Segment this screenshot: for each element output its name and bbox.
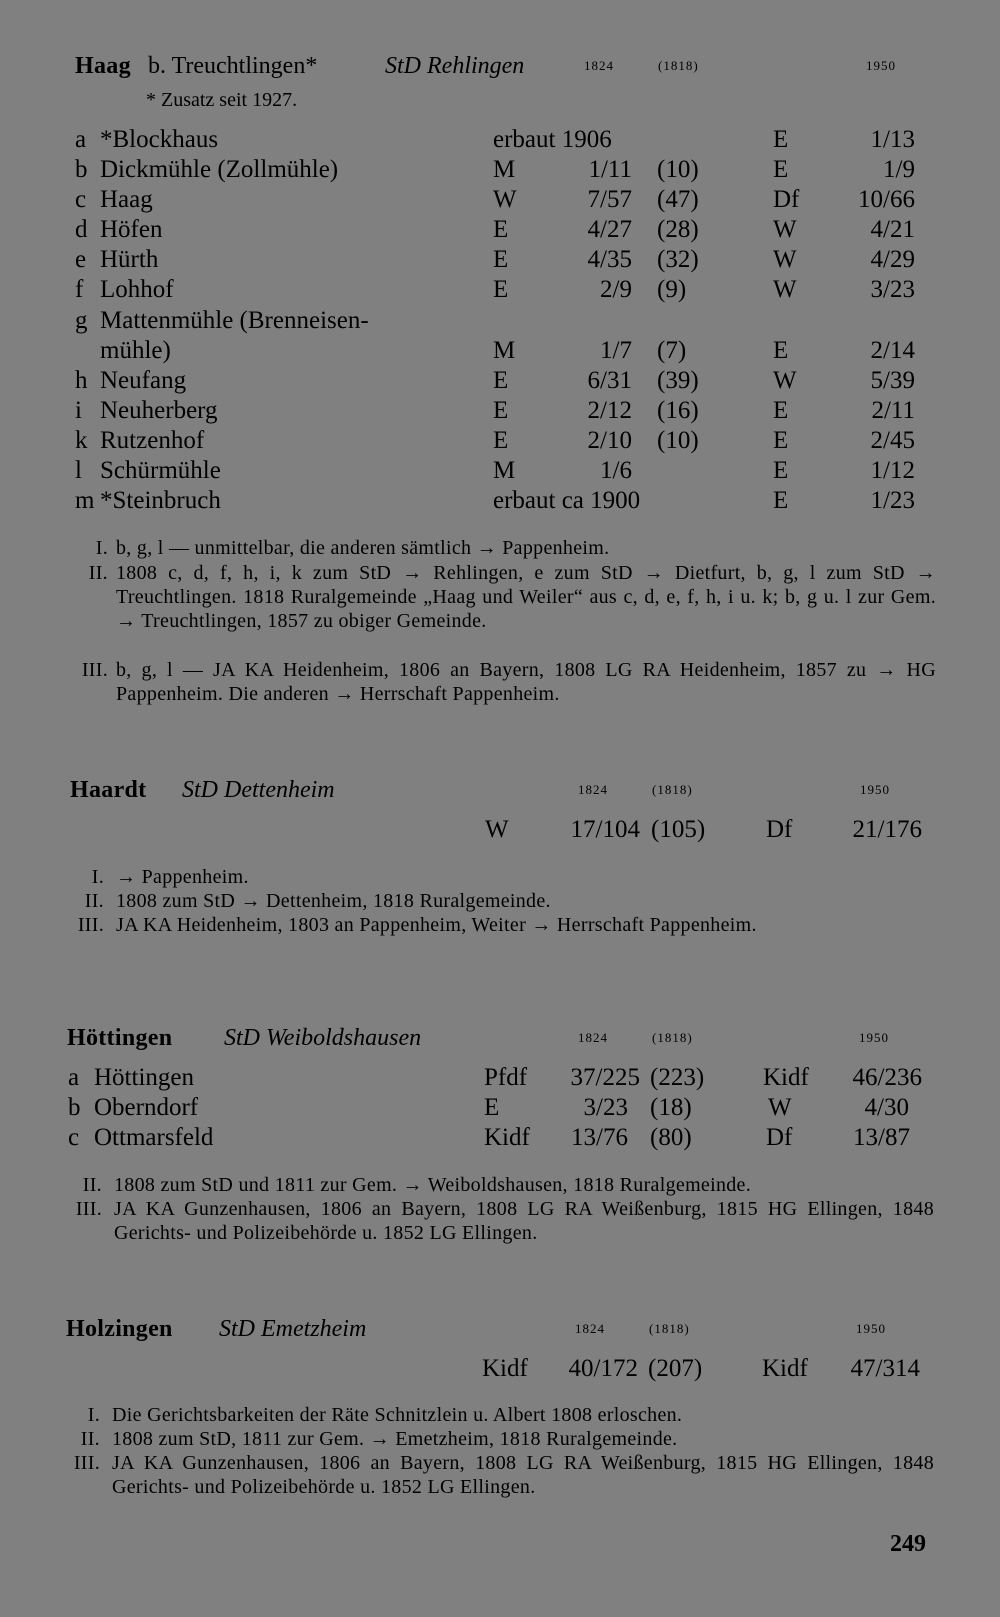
row-value-1818: (32) bbox=[657, 246, 699, 273]
row-name: Neuherberg bbox=[100, 397, 218, 424]
row-value-1950: 1/9 bbox=[883, 156, 915, 183]
footnote-number: I. bbox=[95, 537, 108, 559]
row-value-1950: 5/39 bbox=[870, 367, 915, 394]
row-name: Lohhof bbox=[100, 276, 174, 303]
row-key: g bbox=[75, 307, 88, 334]
table-row bbox=[0, 815, 1000, 845]
row-key: a bbox=[75, 126, 87, 153]
row-value-1818: (7) bbox=[657, 337, 687, 364]
table-row bbox=[0, 396, 1000, 426]
row-type-1950: E bbox=[773, 487, 789, 514]
footnotes-haardt bbox=[0, 865, 1000, 965]
entry-note: * Zusatz seit 1927. bbox=[146, 89, 298, 111]
year-1818: (1818) bbox=[652, 1030, 693, 1045]
table-row bbox=[0, 486, 1000, 516]
row-key: c bbox=[68, 1124, 80, 1151]
row-name: Hürth bbox=[100, 246, 159, 273]
row-value-1824: 13/76 bbox=[571, 1124, 628, 1151]
footnote-number: II. bbox=[80, 1428, 100, 1450]
row-value-1824: 4/35 bbox=[587, 246, 632, 273]
year-1824: 1824 bbox=[578, 1030, 608, 1045]
row-value-1824: 2/10 bbox=[587, 427, 632, 454]
row-type-1824: E bbox=[493, 367, 509, 394]
row-name: Höfen bbox=[100, 216, 163, 243]
row-value-1818: (105) bbox=[651, 816, 706, 843]
row-type-1824: E bbox=[493, 246, 509, 273]
row-key: l bbox=[75, 457, 82, 484]
row-value-1818: (28) bbox=[657, 216, 699, 243]
table-row bbox=[0, 1063, 1000, 1093]
footnote-text: 1808 c, d, f, h, i, k zum StD → Rehlingen, e zum StD → Dietfurt, b, g, l zum StD → Treuchtlingen. 1818 Ruralgemeinde „Haag und Weiler“ aus c, d, e, f, h, i u. k; b, g u. l zur Gem. → Treuchtlingen, 1857 zu obiger Gemeinde. bbox=[116, 562, 936, 632]
row-type-1950: Df bbox=[773, 186, 800, 213]
row-value-1950: 46/236 bbox=[852, 1064, 922, 1091]
row-value-1824: 6/31 bbox=[587, 367, 632, 394]
row-value-1950: 4/30 bbox=[864, 1094, 909, 1121]
row-key: b bbox=[68, 1094, 81, 1121]
table-row bbox=[0, 1123, 1000, 1153]
row-key: a bbox=[68, 1064, 80, 1091]
row-value-1950: 13/87 bbox=[853, 1124, 910, 1151]
row-value-1824: 1/11 bbox=[588, 156, 632, 183]
footnote-number: III. bbox=[73, 1452, 100, 1474]
row-type-1824: M bbox=[493, 457, 516, 484]
row-type-1950: E bbox=[773, 337, 789, 364]
row-type-1950: W bbox=[773, 216, 797, 243]
footnote-number: I. bbox=[91, 866, 104, 888]
entry-std: StD Weiboldshausen bbox=[224, 1025, 422, 1051]
entry-heading-haag bbox=[0, 50, 1000, 82]
row-type-1950: E bbox=[773, 457, 789, 484]
row-type-1824: W bbox=[485, 816, 509, 843]
row-type-1950: W bbox=[773, 276, 797, 303]
footnote-number: II. bbox=[82, 1174, 102, 1196]
footnote-number: I. bbox=[87, 1404, 100, 1426]
entry-heading-hoettingen bbox=[0, 1022, 1000, 1054]
row-type-1950: Kidf bbox=[762, 1355, 808, 1382]
row-name: Oberndorf bbox=[94, 1094, 199, 1121]
row-value-1824: 17/104 bbox=[570, 816, 640, 843]
row-key: h bbox=[75, 367, 88, 394]
table-row bbox=[0, 185, 1000, 215]
row-value-1950: 3/23 bbox=[870, 276, 915, 303]
entry-heading-haardt bbox=[0, 774, 1000, 806]
row-value-1824: 37/225 bbox=[570, 1064, 640, 1091]
row-type-1950: Df bbox=[766, 1124, 793, 1151]
row-value-1824: 7/57 bbox=[587, 186, 632, 213]
row-type-1824: erbaut 1906 bbox=[493, 126, 612, 153]
row-type-1824: Kidf bbox=[482, 1355, 528, 1382]
row-value-1818: (80) bbox=[650, 1124, 692, 1151]
footnote-number: II. bbox=[84, 890, 104, 912]
footnote-number: III. bbox=[75, 1198, 102, 1220]
row-value-1818: (39) bbox=[657, 367, 699, 394]
entry-name: Haardt bbox=[70, 777, 147, 803]
row-value-1818: (10) bbox=[657, 156, 699, 183]
year-1950: 1950 bbox=[866, 58, 896, 73]
entry-std: StD Dettenheim bbox=[182, 777, 335, 803]
row-value-1950: 1/23 bbox=[870, 487, 915, 514]
footnote-text: b, g, l — unmittelbar, die anderen sämtlich → Pappenheim. bbox=[116, 537, 610, 559]
year-1818: (1818) bbox=[652, 782, 693, 797]
footnote-text: → Pappenheim. bbox=[116, 866, 249, 888]
entry-heading-holzingen bbox=[0, 1313, 1000, 1345]
footnote-number: II. bbox=[88, 562, 108, 584]
row-value-1824: 2/9 bbox=[600, 276, 632, 303]
row-name: Dickmühle (Zollmühle) bbox=[100, 156, 339, 183]
row-value-1824: 3/23 bbox=[583, 1094, 628, 1121]
row-value-1818: (9) bbox=[657, 276, 687, 303]
row-type-1824: E bbox=[493, 276, 509, 303]
table-row bbox=[0, 245, 1000, 275]
entry-name: Höttingen bbox=[67, 1025, 173, 1051]
row-type-1950: E bbox=[773, 427, 789, 454]
row-type-1950: E bbox=[773, 126, 789, 153]
footnote-text: Die Gerichtsbarkeiten der Räte Schnitzlein u. Albert 1808 erloschen. bbox=[112, 1404, 683, 1426]
row-name: mühle) bbox=[100, 337, 171, 364]
table-row bbox=[0, 456, 1000, 486]
table-row bbox=[0, 125, 1000, 155]
row-key: f bbox=[75, 276, 84, 303]
row-type-1950: Df bbox=[766, 816, 793, 843]
year-1824: 1824 bbox=[575, 1321, 605, 1336]
year-1950: 1950 bbox=[860, 782, 890, 797]
footnote-number: III. bbox=[81, 659, 108, 681]
row-type-1950: W bbox=[768, 1094, 792, 1121]
table-row bbox=[0, 366, 1000, 396]
row-value-1824: 1/7 bbox=[600, 337, 632, 364]
row-name: *Steinbruch bbox=[100, 487, 221, 514]
row-value-1950: 2/45 bbox=[870, 427, 915, 454]
footnote-text: JA KA Gunzenhausen, 1806 an Bayern, 1808 LG RA Weißenburg, 1815 HG Ellingen, 1848 Gerichts- und Polizeibehörde u. 1852 LG Ellingen. bbox=[112, 1452, 934, 1498]
row-value-1950: 4/29 bbox=[870, 246, 915, 273]
row-name: Rutzenhof bbox=[100, 427, 205, 454]
row-key: m bbox=[75, 487, 95, 514]
footnotes-holzingen bbox=[0, 1403, 1000, 1513]
row-type-1950: W bbox=[773, 246, 797, 273]
row-key: k bbox=[75, 427, 88, 454]
table-row bbox=[0, 1093, 1000, 1123]
row-type-1824: E bbox=[493, 397, 509, 424]
row-key: d bbox=[75, 216, 88, 243]
row-type-1950: E bbox=[773, 397, 789, 424]
row-value-1824: 1/6 bbox=[600, 457, 632, 484]
entry-std: StD Rehlingen bbox=[385, 53, 525, 79]
row-name: Mattenmühle (Brenneisen- bbox=[100, 307, 369, 334]
row-name: Haag bbox=[100, 186, 153, 213]
row-value-1818: (47) bbox=[657, 186, 699, 213]
row-value-1818: (207) bbox=[648, 1355, 703, 1382]
row-type-1950: Kidf bbox=[763, 1064, 809, 1091]
year-1818: (1818) bbox=[649, 1321, 690, 1336]
page-number: 249 bbox=[890, 1531, 926, 1557]
row-key: e bbox=[75, 246, 87, 273]
table-row bbox=[0, 1354, 1000, 1384]
row-value-1950: 10/66 bbox=[858, 186, 915, 213]
table-row bbox=[0, 336, 1000, 366]
row-type-1950: W bbox=[773, 367, 797, 394]
row-name: *Blockhaus bbox=[100, 126, 219, 153]
table-row bbox=[0, 275, 1000, 305]
footnote-number: III. bbox=[77, 914, 104, 936]
row-value-1818: (10) bbox=[657, 427, 699, 454]
footnotes-haag bbox=[0, 536, 1000, 706]
table-row bbox=[0, 155, 1000, 185]
footnote-text: 1808 zum StD, 1811 zur Gem. → Emetzheim, 1818 Ruralgemeinde. bbox=[112, 1428, 678, 1450]
row-value-1824: 2/12 bbox=[587, 397, 632, 424]
row-key: c bbox=[75, 186, 87, 213]
row-type-1824: E bbox=[493, 427, 509, 454]
row-name: Neufang bbox=[100, 367, 187, 394]
entry-name: Haag bbox=[75, 53, 131, 79]
footnote-text: JA KA Heidenheim, 1803 an Pappenheim, Weiter → Herrschaft Pappenheim. bbox=[116, 914, 757, 936]
table-row bbox=[0, 426, 1000, 456]
row-value-1950: 1/12 bbox=[870, 457, 915, 484]
row-value-1818: (18) bbox=[650, 1094, 692, 1121]
footnote-text: 1808 zum StD und 1811 zur Gem. → Weiboldshausen, 1818 Ruralgemeinde. bbox=[114, 1174, 752, 1196]
entry-location: b. Treuchtlingen* bbox=[148, 53, 318, 79]
row-type-1824: Pfdf bbox=[484, 1064, 528, 1091]
footnote-text: b, g, l — JA KA Heidenheim, 1806 an Bayern, 1808 LG RA Heidenheim, 1857 zu → HG Pappenheim. Die anderen → Herrschaft Pappenheim. bbox=[116, 659, 936, 705]
row-value-1950: 47/314 bbox=[850, 1355, 920, 1382]
row-type-1824: Kidf bbox=[484, 1124, 530, 1151]
row-value-1950: 1/13 bbox=[870, 126, 915, 153]
year-1824: 1824 bbox=[584, 58, 614, 73]
row-type-1824: E bbox=[484, 1094, 500, 1121]
year-1818: (1818) bbox=[658, 58, 699, 73]
row-type-1824: W bbox=[493, 186, 517, 213]
row-type-1824: erbaut ca 1900 bbox=[493, 487, 641, 514]
row-type-1950: E bbox=[773, 156, 789, 183]
row-type-1824: E bbox=[493, 216, 509, 243]
table-row bbox=[0, 306, 1000, 336]
row-value-1950: 21/176 bbox=[852, 816, 922, 843]
footnote-text: 1808 zum StD → Dettenheim, 1818 Ruralgemeinde. bbox=[116, 890, 551, 912]
year-1950: 1950 bbox=[859, 1030, 889, 1045]
table-row bbox=[0, 215, 1000, 245]
row-value-1824: 4/27 bbox=[587, 216, 632, 243]
row-value-1824: 40/172 bbox=[568, 1355, 638, 1382]
row-name: Höttingen bbox=[94, 1064, 194, 1091]
footnote-text: JA KA Gunzenhausen, 1806 an Bayern, 1808 LG RA Weißenburg, 1815 HG Ellingen, 1848 Gerichts- und Polizeibehörde u. 1852 LG Ellingen. bbox=[114, 1198, 934, 1244]
row-name: Ottmarsfeld bbox=[94, 1124, 214, 1151]
row-value-1950: 2/11 bbox=[871, 397, 915, 424]
row-value-1950: 4/21 bbox=[870, 216, 915, 243]
row-key: b bbox=[75, 156, 88, 183]
row-type-1824: M bbox=[493, 156, 516, 183]
row-name: Schürmühle bbox=[100, 457, 221, 484]
row-key: i bbox=[75, 397, 82, 424]
entry-name: Holzingen bbox=[66, 1316, 173, 1342]
row-type-1824: M bbox=[493, 337, 516, 364]
footnotes-hoettingen bbox=[0, 1173, 1000, 1253]
year-1950: 1950 bbox=[856, 1321, 886, 1336]
year-1824: 1824 bbox=[578, 782, 608, 797]
entry-std: StD Emetzheim bbox=[219, 1316, 367, 1342]
row-value-1950: 2/14 bbox=[870, 337, 915, 364]
row-value-1818: (16) bbox=[657, 397, 699, 424]
row-value-1818: (223) bbox=[650, 1064, 705, 1091]
